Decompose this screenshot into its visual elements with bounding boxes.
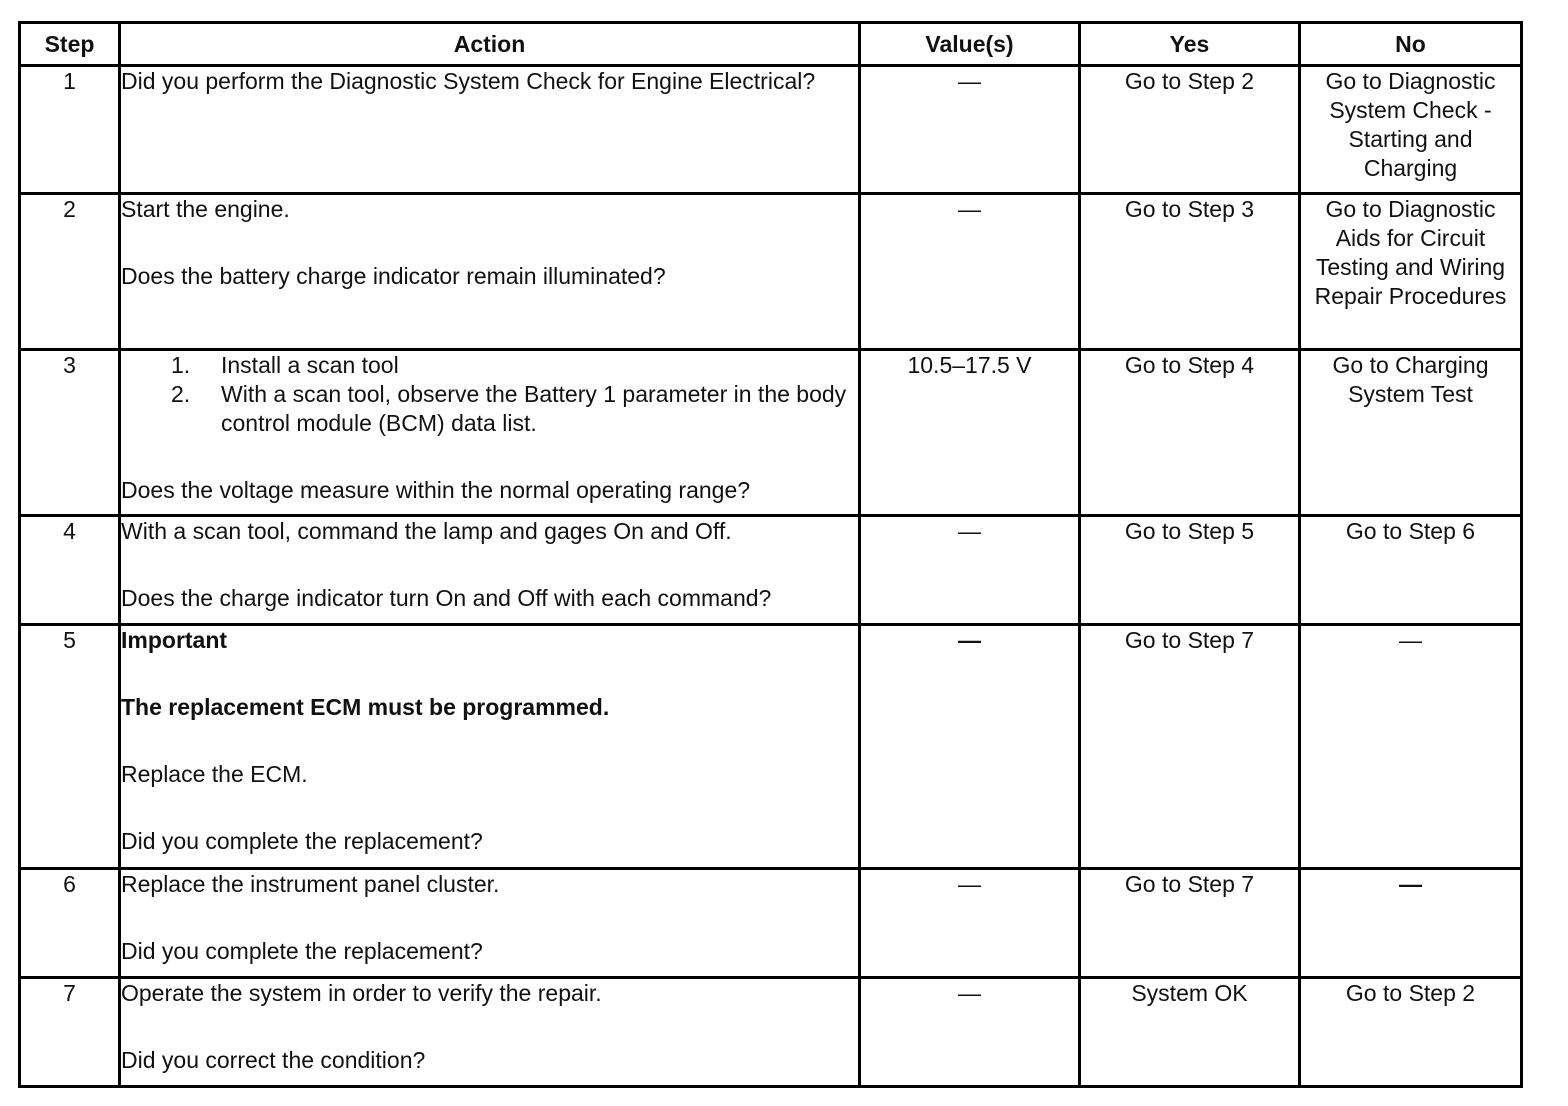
important-note: The replacement ECM must be programmed.	[121, 694, 610, 720]
action-cell	[120, 869, 860, 978]
list-item	[171, 351, 858, 380]
header-no: No	[1300, 23, 1522, 66]
value-cell: —	[860, 194, 1080, 350]
action-text: Did you perform the Diagnostic System Check for Engine Electrical?	[121, 68, 816, 94]
step-number: 4	[20, 516, 120, 625]
yes-cell: Go to Step 4	[1080, 350, 1300, 516]
action-question: Did you complete the replacement?	[121, 938, 483, 964]
step-number: 7	[20, 978, 120, 1087]
table-row	[20, 194, 1522, 350]
yes-cell: System OK	[1080, 978, 1300, 1087]
no-cell: —	[1300, 625, 1522, 869]
action-list	[121, 351, 858, 438]
action-question: Does the battery charge indicator remain illuminated?	[121, 263, 666, 289]
table-row	[20, 66, 1522, 194]
header-action: Action	[120, 23, 860, 66]
step-number: 3	[20, 350, 120, 516]
action-cell	[120, 194, 860, 350]
action-text: Operate the system in order to verify the repair.	[121, 980, 602, 1006]
action-text: Start the engine.	[121, 196, 290, 222]
action-question: Does the charge indicator turn On and Off with each command?	[121, 585, 772, 611]
value-cell: 10.5–17.5 V	[860, 350, 1080, 516]
no-cell: Go to Diagnostic System Check - Starting and Charging	[1300, 66, 1522, 194]
list-text: With a scan tool, observe the Battery 1 parameter in the body control module (BCM) data list.	[221, 381, 847, 436]
table-row	[20, 516, 1522, 625]
header-values: Value(s)	[860, 23, 1080, 66]
list-number: 1.	[171, 352, 191, 378]
action-cell	[120, 625, 860, 869]
action-text: Replace the ECM.	[121, 761, 308, 787]
no-cell: Go to Charging System Test	[1300, 350, 1522, 516]
list-text: Install a scan tool	[221, 352, 399, 378]
diagnostic-table	[18, 21, 1523, 1088]
step-number: 2	[20, 194, 120, 350]
action-question: Did you complete the replacement?	[121, 828, 483, 854]
action-question: Did you correct the condition?	[121, 1047, 426, 1073]
list-item	[171, 380, 858, 438]
action-cell	[120, 350, 860, 516]
yes-cell: Go to Step 2	[1080, 66, 1300, 194]
table-row	[20, 350, 1522, 516]
yes-cell: Go to Step 7	[1080, 869, 1300, 978]
action-cell	[120, 978, 860, 1087]
step-number: 5	[20, 625, 120, 869]
header-row	[20, 23, 1522, 66]
action-question: Does the voltage measure within the normal operating range?	[121, 477, 751, 503]
action-text: With a scan tool, command the lamp and gages On and Off.	[121, 518, 732, 544]
header-step: Step	[20, 23, 120, 66]
value-cell: —	[860, 516, 1080, 625]
table-row	[20, 869, 1522, 978]
yes-cell: Go to Step 5	[1080, 516, 1300, 625]
no-cell: Go to Step 2	[1300, 978, 1522, 1087]
no-cell: Go to Step 6	[1300, 516, 1522, 625]
value-cell: —	[860, 625, 1080, 869]
no-cell: —	[1300, 869, 1522, 978]
value-cell: —	[860, 978, 1080, 1087]
action-cell	[120, 516, 860, 625]
list-number: 2.	[171, 381, 191, 407]
action-cell	[120, 66, 860, 194]
important-heading: Important	[121, 627, 228, 653]
table-row	[20, 978, 1522, 1087]
step-number: 1	[20, 66, 120, 194]
yes-cell: Go to Step 7	[1080, 625, 1300, 869]
yes-cell: Go to Step 3	[1080, 194, 1300, 350]
header-yes: Yes	[1080, 23, 1300, 66]
value-cell: —	[860, 66, 1080, 194]
value-cell: —	[860, 869, 1080, 978]
table-row	[20, 625, 1522, 869]
action-text: Replace the instrument panel cluster.	[121, 871, 500, 897]
step-number: 6	[20, 869, 120, 978]
no-cell: Go to Diagnostic Aids for Circuit Testing and Wiring Repair Procedures	[1300, 194, 1522, 350]
